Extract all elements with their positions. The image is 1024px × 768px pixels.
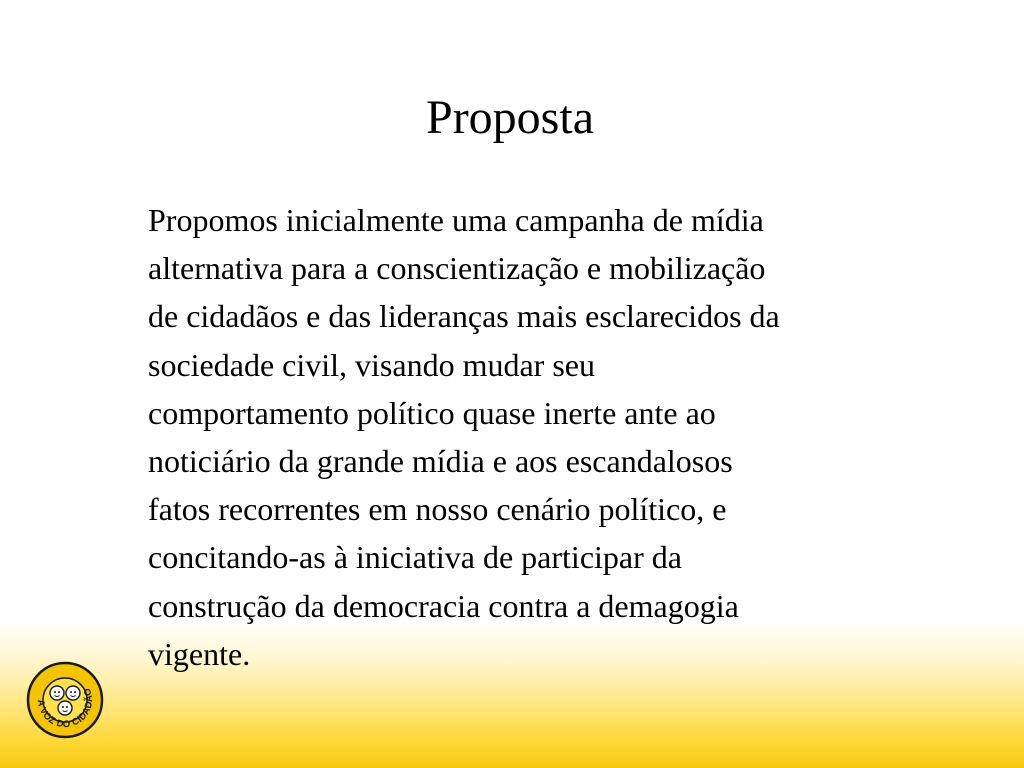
body-line: comportamento político quase inerte ante ao <box>148 394 716 431</box>
body-paragraph <box>148 196 948 678</box>
body-line: Propomos inicialmente uma campanha de mídia <box>148 202 764 238</box>
body-line: construção da democracia contra a demagogia <box>148 587 739 624</box>
slide-body <box>148 196 948 678</box>
body-line: alternativa para a conscientização e mobilização <box>148 250 766 287</box>
body-line: noticiário da grande mídia e aos escandalosos <box>148 443 733 480</box>
voz-do-cidadao-logo-icon <box>26 661 104 739</box>
body-line: concitando-as à iniciativa de participar da <box>148 539 682 576</box>
body-line: vigente. <box>148 635 251 672</box>
body-line: fatos recorrentes em nosso cenário político, e <box>148 491 727 528</box>
slide-title: Proposta <box>426 91 594 144</box>
logo-text: A VOZ DO CIDADÃO <box>34 686 96 731</box>
body-line: sociedade civil, visando mudar seu <box>148 346 595 383</box>
body-line: de cidadãos e das lideranças mais esclarecidos da <box>148 298 780 335</box>
